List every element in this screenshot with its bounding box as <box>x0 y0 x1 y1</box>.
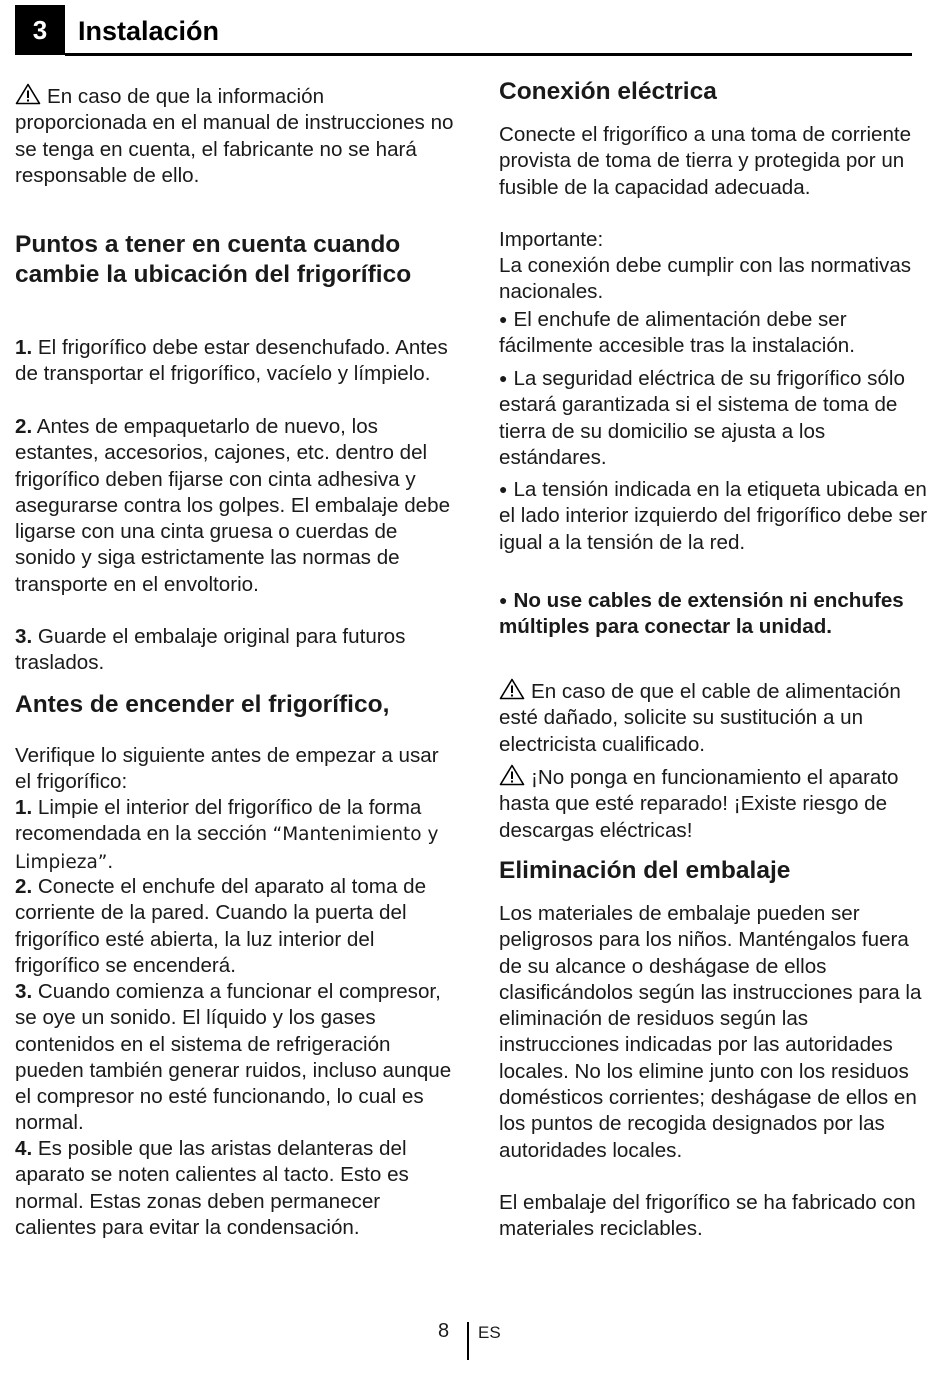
before-start-intro: Verifique lo siguiente antes de empezar a usar el frigorífico: <box>15 744 439 794</box>
relocation-step-1 <box>15 335 460 388</box>
warning-triangle-icon <box>499 678 525 700</box>
step-number: 1. <box>15 796 33 819</box>
section-heading-electrical: Conexión eléctrica <box>499 78 717 105</box>
warning-text: En caso de que la información proporcionada en el manual de instrucciones no se tenga en cuenta, el fabricante no se hará responsable de ello. <box>15 85 454 187</box>
packaging-paragraph: Los materiales de embalaje pueden ser peligrosos para los niños. Manténgalos fuera de su alcance o deshágase de ellos clasificándolos según las instrucciones para la eliminación de residuos según las instrucciones indicadas por las autoridades locales. No los elimine junto con los residuos domésticos corrientes; deshágase de ellos en los puntos de recogida designados por las autoridades locales. <box>499 902 922 1162</box>
warning-text: ¡No ponga en funcionamiento el aparato hasta que esté reparado! ¡Existe riesgo de descargas eléctricas! <box>499 766 899 842</box>
step-text: Es posible que las aristas delanteras del aparato se noten calientes al tacto. Esto es normal. Estas zonas deben permanecer calientes para evitar la condensación. <box>15 1137 409 1239</box>
shock-warning <box>499 764 929 844</box>
relocation-step-3 <box>15 624 460 677</box>
bullet-dot-icon: ● <box>499 481 508 497</box>
warning-triangle-icon <box>15 83 41 105</box>
list-item-text: No use cables de extensión ni enchufes múltiples para conectar la unidad. <box>499 589 904 639</box>
important-text: La conexión debe cumplir con las normativas nacionales. <box>499 254 912 304</box>
important-label: Importante: <box>499 228 604 251</box>
list-item <box>499 306 929 360</box>
section-reference: “Mantenimiento y Limpieza” <box>15 824 439 873</box>
warning-paragraph <box>15 83 460 189</box>
warning-triangle-icon <box>499 764 525 786</box>
relocation-step-2 <box>15 414 460 598</box>
step-text-end: . <box>107 849 114 873</box>
step-text: Limpie el interior del frigorífico de la forma recomendada en la sección <box>15 796 422 846</box>
before-start-step-1 <box>15 795 460 876</box>
step-number: 3. <box>15 625 33 648</box>
step-number: 4. <box>15 1137 33 1160</box>
bullet-dot-icon: ● <box>499 592 508 608</box>
list-item <box>499 476 929 556</box>
section-heading-before-start: Antes de encender el frigorífico, <box>15 691 390 718</box>
cable-warning <box>499 678 929 758</box>
step-number: 3. <box>15 980 33 1003</box>
before-start-step-2 <box>15 874 460 979</box>
warning-text: En caso de que el cable de alimentación esté dañado, solicite su sustitución a un electricista cualificado. <box>499 680 901 756</box>
bullet-dot-icon: ● <box>499 370 508 386</box>
step-number: 2. <box>15 415 33 438</box>
list-item <box>499 587 929 641</box>
page-number: 8 <box>438 1320 450 1342</box>
chapter-number: 3 <box>15 5 65 55</box>
list-item-text: La seguridad eléctrica de su frigorífico sólo estará garantizada si el sistema de toma de tierra de su domicilio se ajusta a los estándares. <box>499 367 905 469</box>
step-text: Conecte el enchufe del aparato al toma de corriente de la pared. Cuando la puerta del frigorífico esté abierta, la luz interior del frigorífico se encenderá. <box>15 875 427 977</box>
chapter-divider <box>65 53 912 56</box>
packaging-recyclable: El embalaje del frigorífico se ha fabricado con materiales reciclables. <box>499 1191 916 1241</box>
step-text: Antes de empaquetarlo de nuevo, los estantes, accesorios, cajones, etc. dentro del frigorífico deben fijarse con cinta adhesiva y asegurarse contra los golpes. El embalaje debe ligarse con una cinta gruesa o cuerdas de sonido y siga estrictamente las normas de transporte en el envoltorio. <box>15 415 451 596</box>
list-item-text: El enchufe de alimentación debe ser fácilmente accesible tras la instalación. <box>499 308 855 358</box>
list-item-text: La tensión indicada en la etiqueta ubicada en el lado interior izquierdo del frigorífico debe ser igual a la tensión de la red. <box>499 478 928 554</box>
bullet-dot-icon: ● <box>499 311 508 327</box>
section-heading-relocation: Puntos a tener en cuenta cuando cambie la ubicación del frigorífico <box>15 231 412 288</box>
step-text: Guarde el embalaje original para futuros traslados. <box>15 625 406 675</box>
step-text: Cuando comienza a funcionar el compresor, se oye un sonido. El líquido y los gases contenidos en el sistema de refrigeración pueden también generar ruidos, incluso aunque el compresor no esté funcionando, lo cual es normal. <box>15 980 452 1135</box>
before-start-step-4 <box>15 1136 460 1241</box>
footer-divider <box>467 1322 469 1360</box>
step-number: 2. <box>15 875 33 898</box>
language-code: ES <box>478 1323 501 1342</box>
section-heading-packaging: Eliminación del embalaje <box>499 857 791 884</box>
list-item <box>499 365 929 471</box>
step-text: El frigorífico debe estar desenchufado. Antes de transportar el frigorífico, vacíelo y límpielo. <box>15 336 448 386</box>
before-start-step-3 <box>15 979 460 1137</box>
chapter-title: Instalación <box>78 16 220 46</box>
electrical-paragraph: Conecte el frigorífico a una toma de corriente provista de toma de tierra y protegida por un fusible de la capacidad adecuada. <box>499 123 912 199</box>
step-number: 1. <box>15 336 33 359</box>
